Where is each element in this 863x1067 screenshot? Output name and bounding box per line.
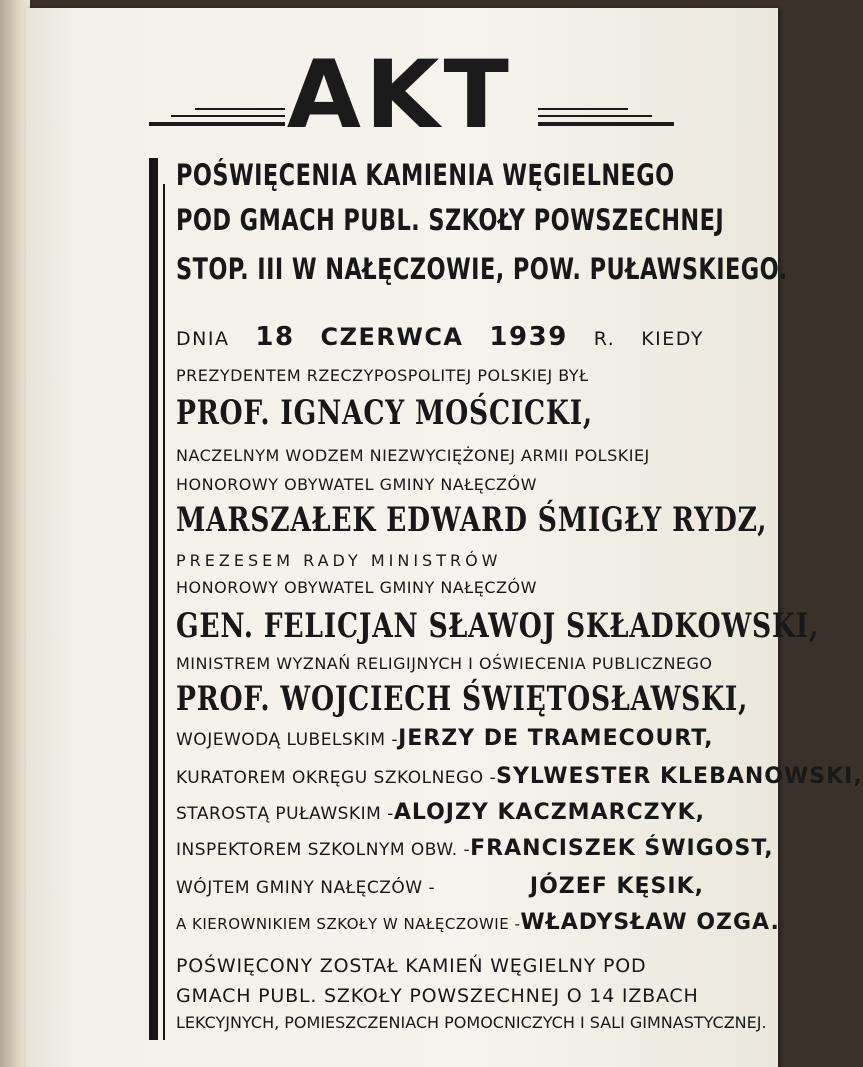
role-commander: NACZELNYM WODZEM NIEZWYCIĘŻONEJ ARMII POLSKIEJ — [176, 446, 650, 465]
official-starost — [176, 800, 704, 832]
name-minister: PROF. WOJCIECH ŚWIĘTOSŁAWSKI, — [176, 679, 749, 719]
closing-line-1: POŚWIĘCONY ZOSTAŁ KAMIEŃ WĘGIELNY POD — [176, 955, 647, 977]
official-role: WOJEWODĄ LUBELSKIM - — [176, 730, 399, 750]
role-premier-2: HONOROWY OBYWATEL GMINY NAŁĘCZÓW — [176, 578, 537, 597]
role-president: PREZYDENTEM RZECZYPOSPOLITEJ POLSKIEJ BYŁ — [176, 366, 589, 385]
date-day: 18 — [255, 322, 295, 352]
header-line-2: POD GMACH PUBL. SZKOŁY POWSZECHNEJ — [176, 203, 725, 237]
title-rule-right — [538, 106, 674, 132]
official-name: SYLWESTER KLEBANOWSKI, — [496, 764, 863, 789]
name-premier: GEN. FELICJAN SŁAWOJ SKŁADKOWSKI, — [176, 606, 819, 646]
official-name: JERZY DE TRAMECOURT, — [398, 726, 714, 751]
title-rule-left — [149, 106, 285, 132]
header-line-1: POŚWIĘCENIA KAMIENIA WĘGIELNEGO — [176, 158, 675, 192]
official-role: KURATOREM OKRĘGU SZKOLNEGO - — [176, 768, 497, 788]
left-border-thin — [163, 184, 165, 1040]
name-president: PROF. IGNACY MOŚCICKI, — [176, 393, 593, 433]
header-line-3: STOP. III W NAŁĘCZOWIE, POW. PUŁAWSKIEGO. — [176, 252, 788, 286]
official-headmaster — [176, 910, 780, 942]
closing-line-2: GMACH PUBL. SZKOŁY POWSZECHNEJ O 14 IZBACH — [176, 985, 699, 1007]
role-commander-2: HONOROWY OBYWATEL GMINY NAŁĘCZÓW — [176, 475, 537, 494]
official-name: JÓZEF KĘSIK, — [529, 874, 704, 899]
official-voivode — [176, 726, 714, 758]
closing-line-3: LEKCYJNYCH, POMIESZCZENIACH POMOCNICZYCH I SALI GIMNASTYCZNEJ. — [176, 1013, 767, 1032]
document-title — [0, 41, 800, 150]
official-inspector — [176, 836, 774, 868]
name-commander: MARSZAŁEK EDWARD ŚMIGŁY RYDZ, — [176, 500, 768, 540]
role-minister: MINISTREM WYZNAŃ RELIGIJNYCH I OŚWIECENIA PUBLICZNEGO — [176, 654, 713, 673]
official-wojt — [176, 874, 704, 906]
date-word: DNIA — [176, 328, 230, 350]
official-name: FRANCISZEK ŚWIGOST, — [470, 836, 774, 861]
official-name: ALOJZY KACZMARCZYK, — [393, 800, 705, 825]
title-text: AKT — [286, 41, 514, 150]
official-role: WÓJTEM GMINY NAŁĘCZÓW - — [176, 878, 436, 898]
date-kiedy: KIEDY — [641, 328, 704, 350]
official-role: STAROSTĄ PUŁAWSKIM - — [176, 804, 394, 824]
official-curator — [176, 764, 863, 796]
date-month: CZERWCA — [320, 323, 464, 351]
official-role: INSPEKTOREM SZKOLNYM OBW. - — [176, 840, 471, 860]
role-premier: PREZESEM RADY MINISTRÓW — [176, 551, 502, 570]
official-name: WŁADYSŁAW OZGA. — [520, 910, 780, 935]
date-year: 1939 — [489, 322, 568, 352]
date-r: R. — [593, 328, 616, 350]
date-line — [176, 322, 704, 360]
official-role: A KIEROWNIKIEM SZKOŁY W NAŁĘCZOWIE - — [176, 915, 521, 933]
left-border-thick — [149, 158, 158, 1040]
